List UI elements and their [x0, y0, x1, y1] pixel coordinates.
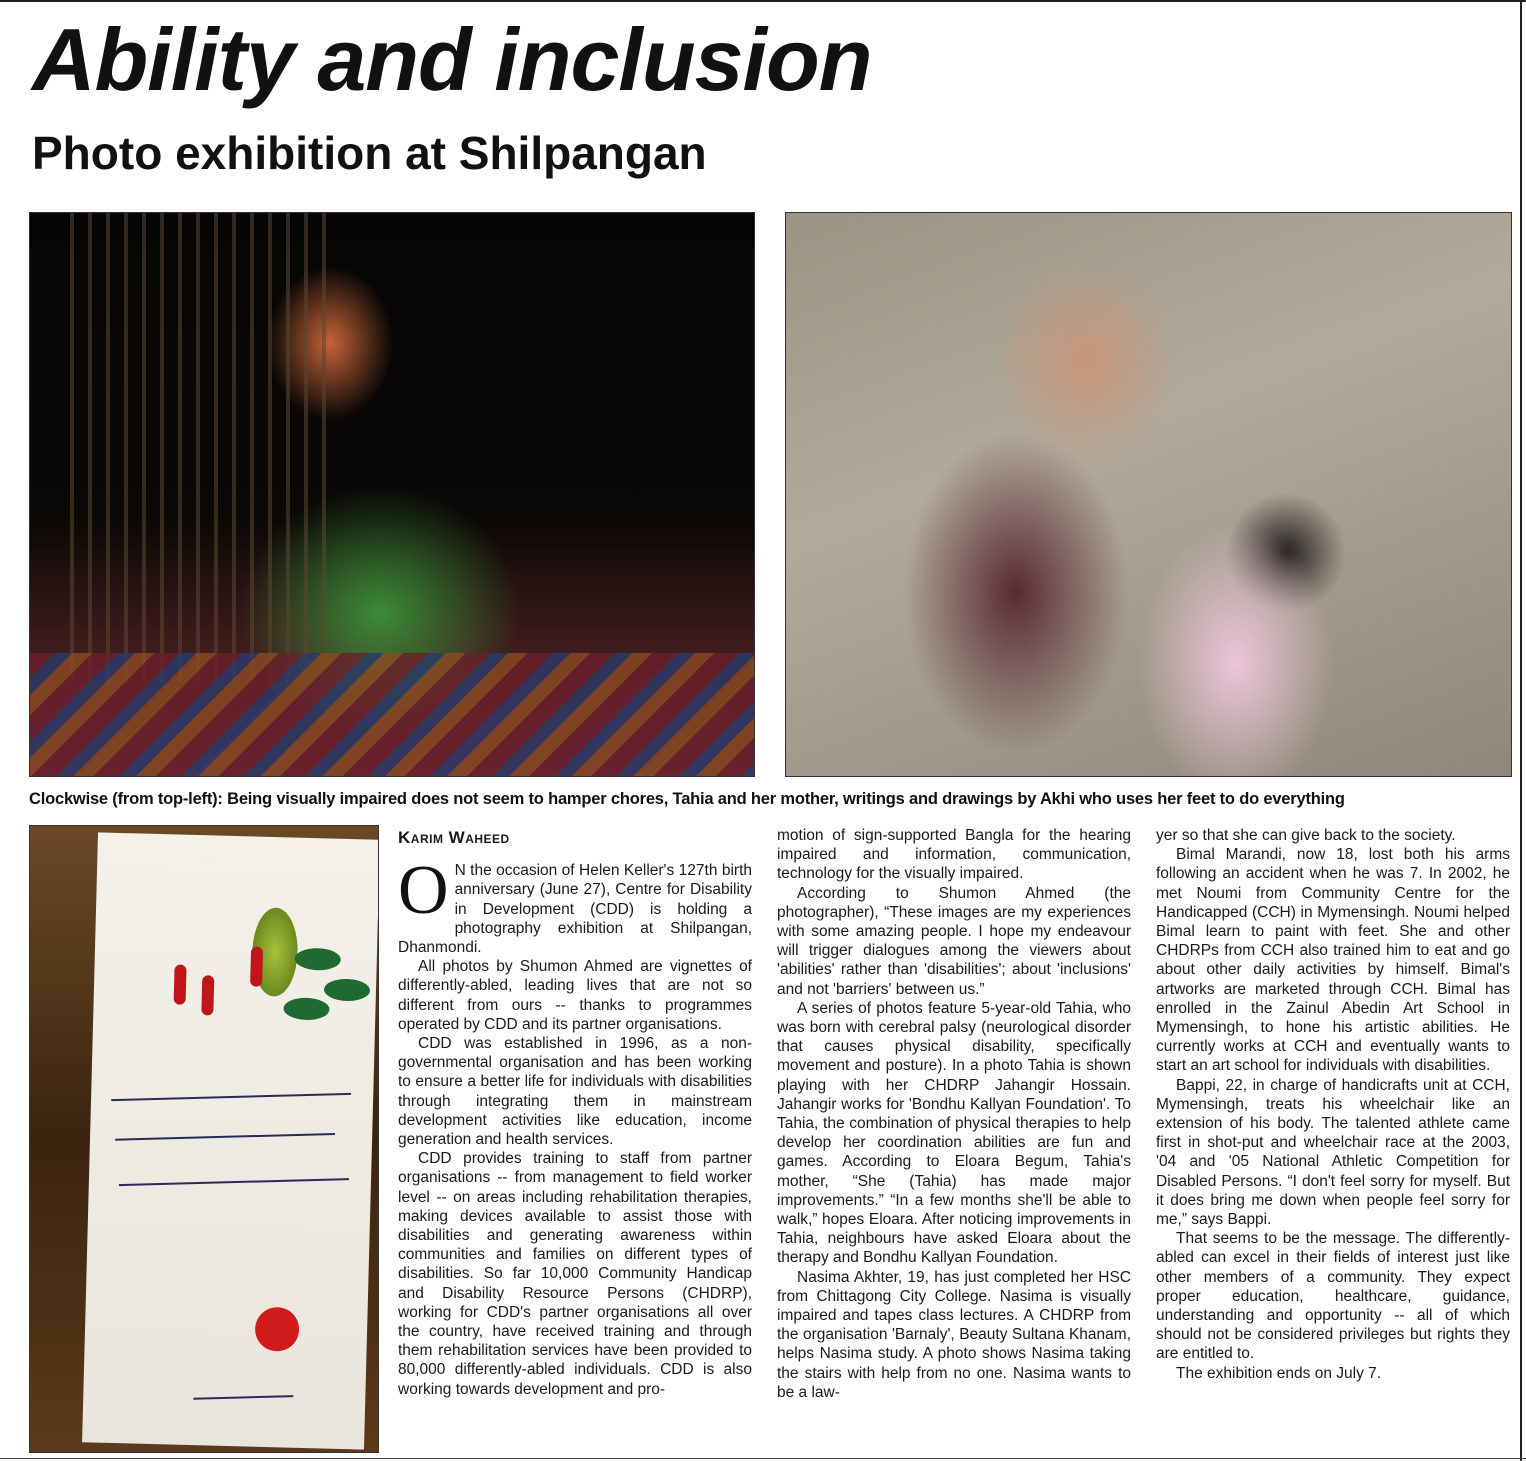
headline: Ability and inclusion [32, 10, 872, 109]
floor-mat [30, 653, 754, 776]
window-bars [70, 213, 330, 683]
leaf-drawing [324, 978, 371, 1001]
handwriting [119, 1178, 349, 1186]
handwriting [111, 1093, 351, 1101]
photo-akhi-drawing [29, 825, 379, 1453]
top-rule [0, 0, 1526, 2]
photo-tahia-and-mother [785, 212, 1512, 777]
paragraph: yer so that she can give back to the society. [1156, 827, 1456, 844]
article-column-2 [777, 826, 1131, 1402]
paragraph: CDD was established in 1996, as a non-governmental organisation and has been working to ensure a better life for individuals with disabilities through integrating them in mainstream development activities like education, income generation and health services. [398, 1035, 752, 1149]
paragraph: That seems to be the message. The differently-abled can excel in their fields of interest just like other members of a community. They expect proper education, healthcare, guidance, understanding and opportunity -- all of which should not be considered privileges but rights they are entitled to. [1156, 1230, 1510, 1363]
paragraph: The exhibition ends on July 7. [1176, 1364, 1382, 1382]
paragraph: Nasima Akhter, 19, has just completed her HSC from Chittagong City College. Nasima is visually impaired and tapes class lectures. A CHDRP from the organisation 'Barnaly', Beauty Sultana Khanam, helps Nasima study. A photo shows Nasima taking the stairs with help from no one. Nasima wants to be a law- [777, 1268, 1131, 1401]
dropcap: O [398, 852, 449, 930]
paragraph: CDD provides training to staff from partner organisations -- from management to field worker level -- on areas including rehabilitation therapies, making devices available to assist those with disabilities and generating awareness within communities and families on different types of disabilities. So far 10,000 Community Handicap and Disability Resource Persons (CHDRP), working for CDD's partner organisations all over the country, have received training and through them rehabilitation services have been provided to 80,000 differently-abled individuals. CDD is also working towards development and pro- [398, 1150, 752, 1398]
paragraph: N the occasion of Helen Keller's 127th birth anniversary (June 27), Centre for Disability in Development (CDD) is holding a photography exhibition at Shilpangan, Dhanmondi. [398, 862, 752, 957]
red-sun-drawing [255, 1307, 300, 1352]
signature-scrawl [193, 1395, 293, 1400]
right-rule [1520, 0, 1522, 1461]
paragraph: Bimal Marandi, now 18, lost both his arms following an accident when he was 7. In 2002, he met Noumi from Community Centre for the Handicapped (CCH) in Mymensingh. Noumi helped Bimal learn to paint with feet. She and other CHDRPs from CCH also trained him to eat and go about other daily activities by himself. Bimal's artworks are marketed through CCH. Bimal has enrolled in the Zainul Abedin Art School in Mymensingh, to hone his artistic abilities. He currently works at CCH and eventually wants to start an art school for individuals with disabilities. [1156, 846, 1510, 1075]
chili-drawing [201, 975, 214, 1015]
drawing-paper [82, 832, 379, 1449]
article-column-3 [1156, 826, 1510, 1383]
handwriting [115, 1133, 335, 1141]
bottom-rule [0, 1458, 1526, 1459]
paragraph: According to Shumon Ahmed (the photographer), “These images are my experiences with some amazing people. I hope my endeavour will trigger dialogues among the viewers about 'abilities' rather than 'disabilities'; about 'inclusions' and not 'barriers' between us.” [777, 884, 1131, 998]
subheadline: Photo exhibition at Shilpangan [32, 127, 707, 179]
byline: Karim Waheed [398, 828, 510, 847]
photo-woman-sweeping [29, 212, 755, 777]
paragraph: motion of sign-supported Bangla for the hearing impaired and information, communication, technology for the visually impaired. [777, 827, 1131, 883]
paragraph: All photos by Shumon Ahmed are vignettes of differently-abled, leading lives that are not so different from ours -- thanks to programmes operated by CDD and its partner organisations. [398, 958, 752, 1033]
article-column-1 [398, 828, 752, 1399]
paragraph: Bappi, 22, in charge of handicrafts unit at CCH, Mymensingh, treats his wheelchair like an extension of his body. The talented athlete came first in shot-put and wheelchair race at the 2003, '04 and '05 National Athletic Competition for Disabled Persons. “I don't feel sorry for myself. But it does bring me down when people feel sorry for me,” says Bappi. [1156, 1076, 1510, 1229]
leaf-drawing [283, 997, 330, 1020]
chili-drawing [174, 964, 187, 1004]
photo-caption: Clockwise (from top-left): Being visually impaired does not seem to hamper chores, Tahia and her mother, writings and drawings by Akhi who uses her feet to do everything [29, 790, 1345, 808]
chili-drawing [250, 946, 263, 986]
paragraph: A series of photos feature 5-year-old Tahia, who was born with cerebral palsy (neurological disorder that causes physical disability, specifically movement and posture). In a photo Tahia is shown playing with her CHDRP Jahangir Hossain. Jahangir works for 'Bondhu Kallyan Foundation'. To Tahia, the combination of physical therapies to help develop her coordination abilities are fun and games. According to Eloara Begum, Tahia's mother, “She (Tahia) has made major improvements.” “In a few months she'll be able to walk,” hopes Eloara. After noticing improvements in Tahia, neighbours have asked Eloara about the therapy and Bondhu Kallyan Foundation. [777, 999, 1131, 1267]
